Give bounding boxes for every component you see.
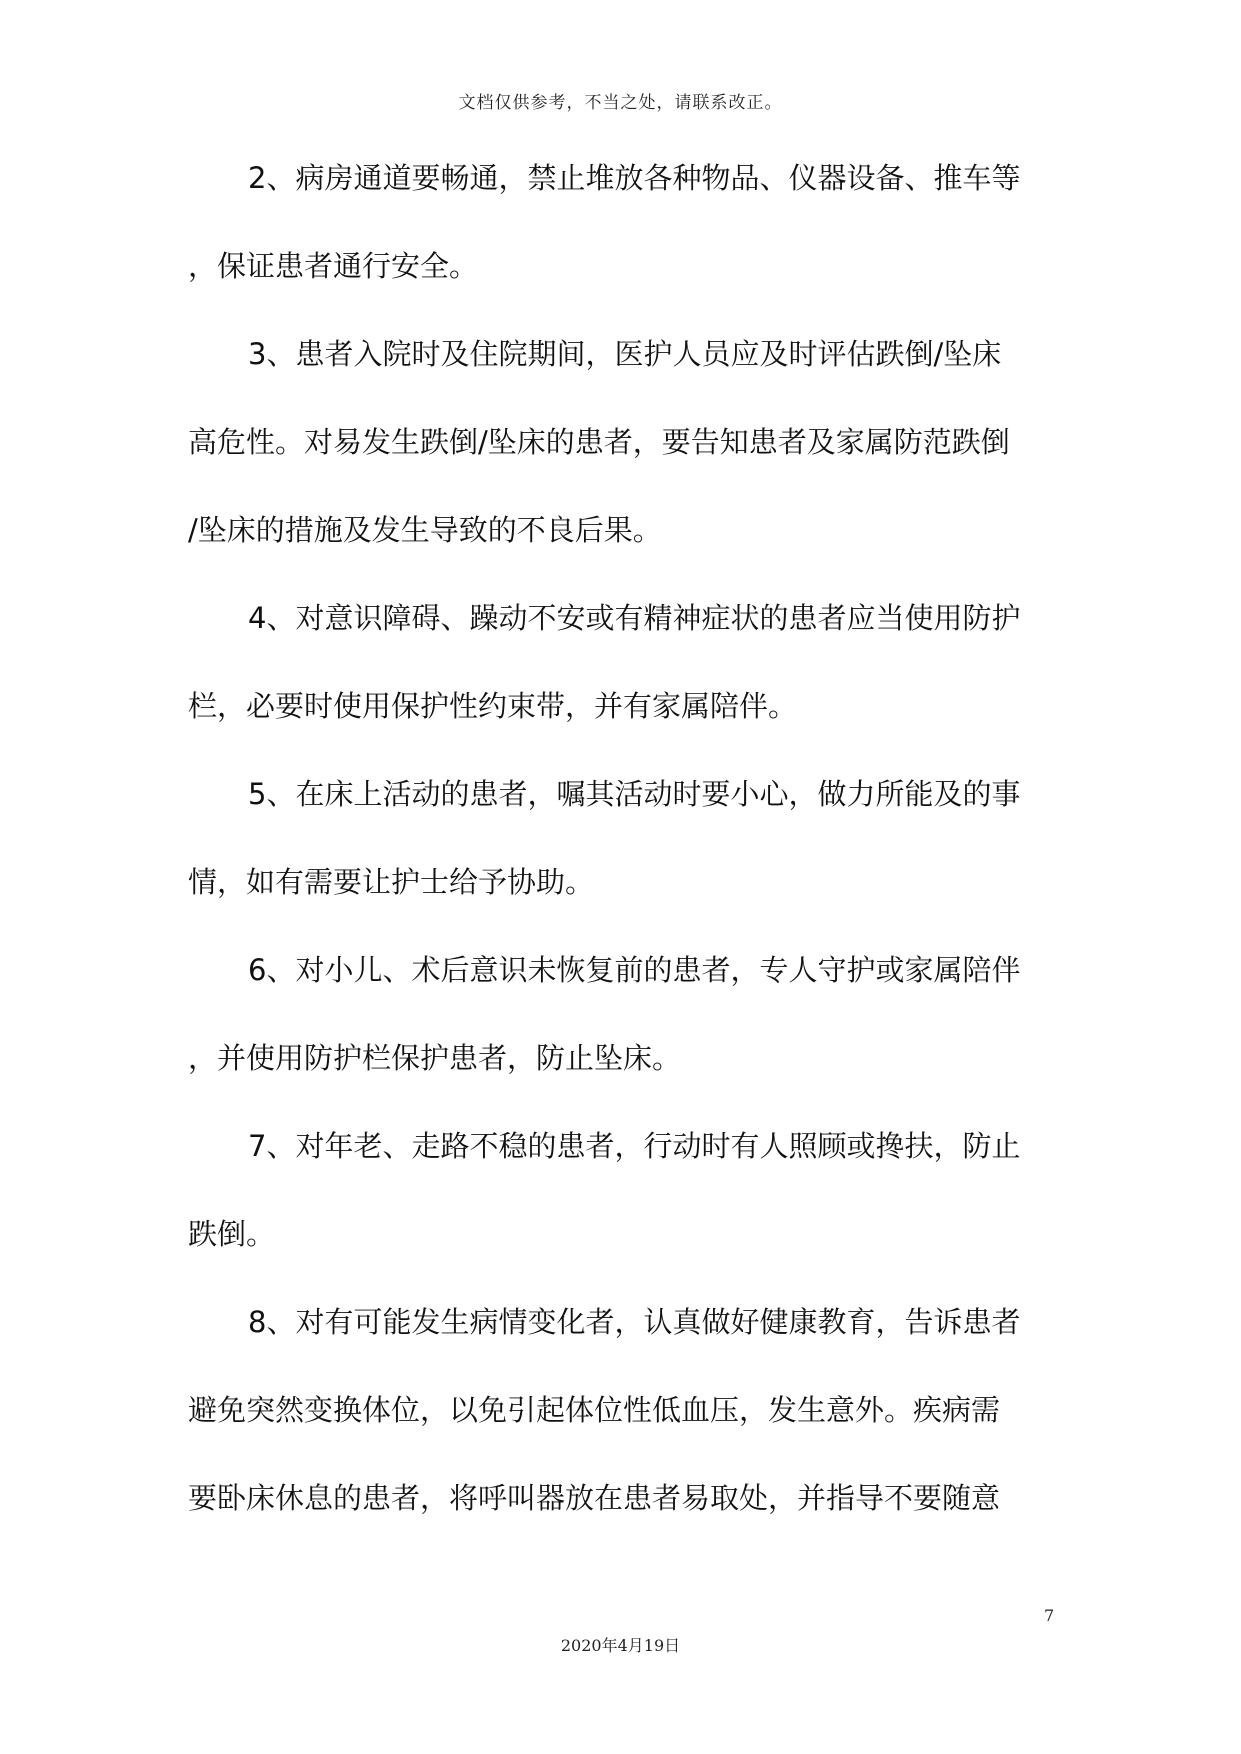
footer-date: 2020年4月19日 [560, 1636, 681, 1655]
paragraph-3-line-2: 高危性。对易发生跌倒/坠床的患者，要告知患者及家属防范跌倒 [188, 425, 1010, 459]
paragraph-6-line-1: 6、对小儿、术后意识未恢复前的患者，专人守护或家属陪伴 [248, 953, 1021, 987]
paragraph-5-line-1: 5、在床上活动的患者，嘱其活动时要小心，做力所能及的事 [248, 777, 1021, 811]
document-body [188, 148, 1058, 1556]
paragraph-8-line-3: 要卧床休息的患者，将呼叫器放在患者易取处，并指导不要随意 [188, 1481, 1001, 1515]
paragraph-3-line-1: 3、患者入院时及住院期间，医护人员应及时评估跌倒/坠床 [248, 337, 1002, 371]
paragraph-6-line-2: ，并使用防护栏保护患者，防止坠床。 [188, 1041, 682, 1075]
header-disclaimer: 文档仅供参考，不当之处，请联系改正。 [458, 93, 783, 113]
paragraph-5-line-2: 情，如有需要让护士给予协助。 [188, 865, 595, 899]
paragraph-2-line-2: ，保证患者通行安全。 [188, 249, 479, 283]
paragraph-7-line-1: 7、对年老、走路不稳的患者，行动时有人照顾或搀扶，防止 [248, 1129, 1021, 1163]
paragraph-4-line-2: 栏，必要时使用保护性约束带，并有家属陪伴。 [188, 689, 798, 723]
paragraph-8-line-1: 8、对有可能发生病情变化者，认真做好健康教育，告诉患者 [248, 1305, 1021, 1339]
paragraph-2-line-1: 2、病房通道要畅通，禁止堆放各种物品、仪器设备、推车等 [248, 161, 1021, 195]
paragraph-8-line-2: 避免突然变换体位，以免引起体位性低血压，发生意外。疾病需 [188, 1393, 1001, 1427]
page-number: 7 [1044, 1606, 1055, 1625]
paragraph-7-line-2: 跌倒。 [188, 1217, 276, 1251]
paragraph-3-line-3: /坠床的措施及发生导致的不良后果。 [188, 513, 662, 547]
paragraph-4-line-1: 4、对意识障碍、躁动不安或有精神症状的患者应当使用防护 [248, 601, 1021, 635]
